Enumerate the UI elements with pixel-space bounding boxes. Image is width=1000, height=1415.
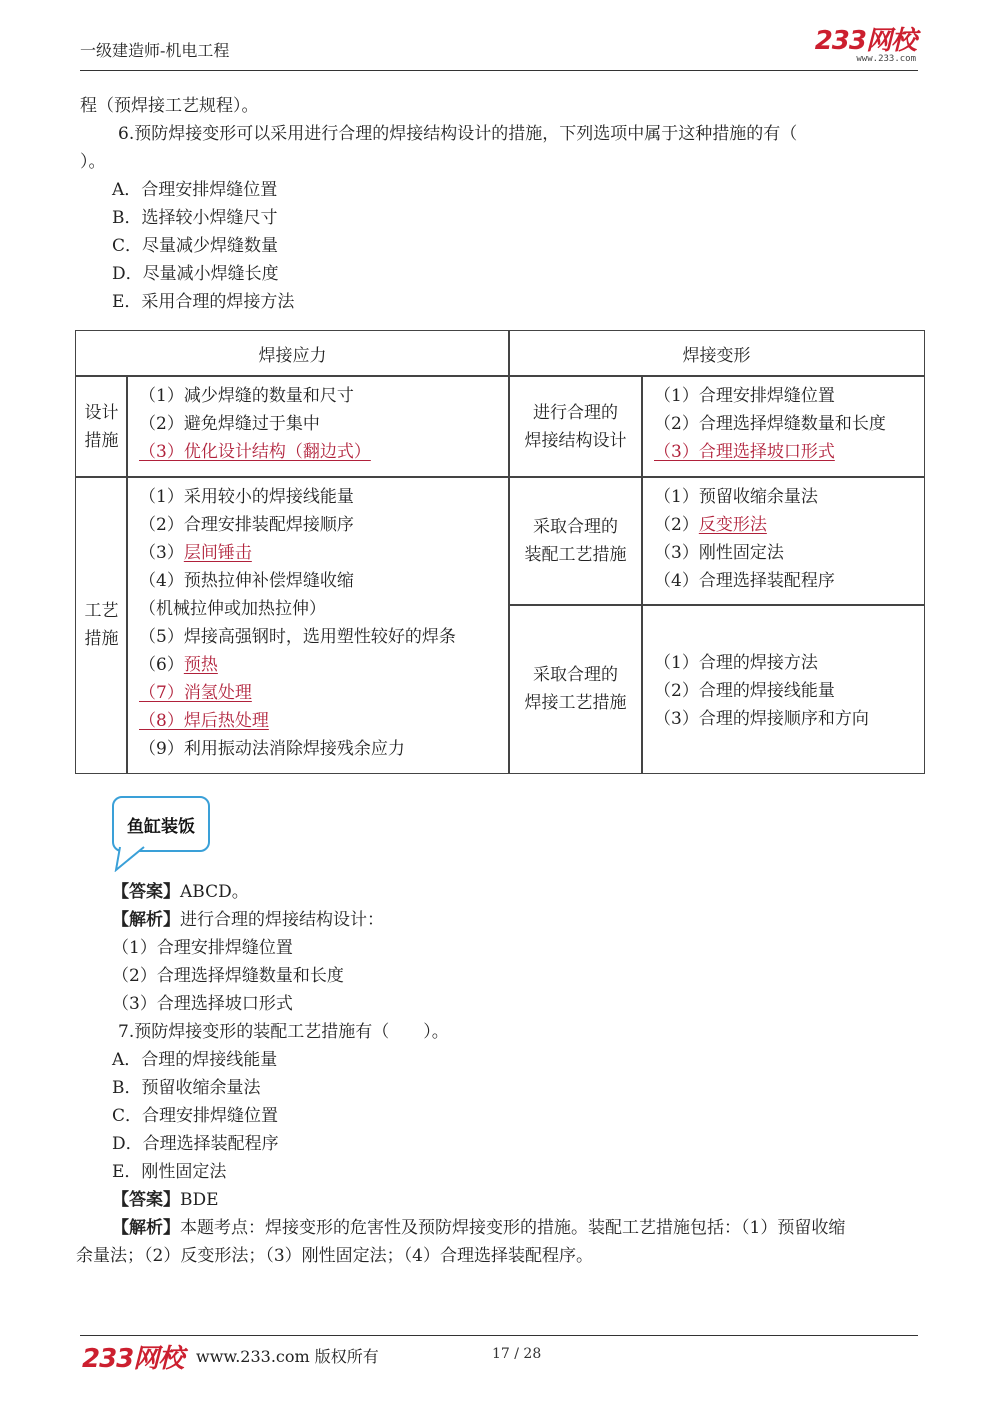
list-item: （9）利用振动法消除焊接残余应力: [139, 739, 405, 759]
answer-7: [112, 1186, 219, 1214]
item-highlight: 预热: [183, 655, 218, 675]
explanation-7: [112, 1214, 845, 1242]
item-prefix: （3）: [139, 543, 184, 563]
option-e: E．刚性固定法: [112, 1162, 227, 1182]
logo-url: www.233.com: [856, 54, 916, 64]
weld-mid-2: 焊接工艺措施: [524, 693, 627, 713]
list-item: （2）避免焊缝过于集中: [139, 414, 320, 434]
process-label-1: 工艺: [84, 601, 119, 621]
design-stress-cell: [126, 375, 510, 478]
question-6: 6.预防焊接变形可以采用进行合理的焊接结构设计的措施，下列选项中属于这种措施的有（: [118, 124, 798, 144]
speech-bubble: 鱼缸装饭: [112, 796, 210, 852]
explanation-item: （1）合理安排焊缝位置: [112, 938, 293, 958]
answer-tag: 【答案】: [112, 1190, 180, 1210]
brand-logo: [815, 28, 916, 64]
header-divider: [80, 70, 918, 71]
answer-6: [112, 878, 249, 906]
list-item-highlight: （3）优化设计结构（翻边式）: [139, 442, 371, 462]
header-deform: 焊接变形: [508, 330, 925, 377]
list-item: （2）合理的焊接线能量: [654, 681, 835, 701]
list-item: （4）预热拉伸补偿焊缝收缩: [139, 571, 354, 591]
option-a: A．合理安排焊缝位置: [112, 180, 278, 200]
option-c: C．尽量减少焊缝数量: [112, 236, 279, 256]
logo-text: 233网校: [814, 26, 916, 56]
explanation-tag: 【解析】: [112, 1218, 180, 1238]
design-deform-cell: [641, 375, 925, 478]
list-item: [139, 539, 509, 567]
page-number: 17 / 28: [492, 1346, 542, 1362]
header-title: 一级建造师-机电工程: [80, 41, 230, 60]
weld-mid-cell: [508, 604, 643, 774]
answer-7-value: BDE: [180, 1190, 219, 1210]
option-e: E．采用合理的焊接方法: [112, 292, 295, 312]
option-c: C．合理安排焊缝位置: [112, 1106, 279, 1126]
list-item-highlight: （7）消氢处理: [139, 683, 252, 703]
asm-mid-2: 装配工艺措施: [524, 545, 627, 565]
list-item: （5）焊接高强钢时，选用塑性较好的焊条: [139, 627, 456, 647]
weld-deform-cell: [641, 604, 925, 774]
item-prefix: （2）: [654, 515, 699, 535]
footer-divider: [80, 1335, 918, 1336]
item-highlight: 反变形法: [698, 515, 767, 535]
option-d: D．尽量减小焊缝长度: [112, 264, 279, 284]
list-item: （1）合理安排焊缝位置: [654, 386, 835, 406]
list-item: （2）合理选择焊缝数量和长度: [654, 414, 886, 434]
explanation-item: （2）合理选择焊缝数量和长度: [112, 966, 344, 986]
question-7: 7.预防焊接变形的装配工艺措施有（ ）。: [118, 1022, 449, 1042]
list-item: （1）采用较小的焊接线能量: [139, 487, 354, 507]
option-d: D．合理选择装配程序: [112, 1134, 279, 1154]
option-b: B．选择较小焊缝尺寸: [112, 208, 278, 228]
list-item: （2）合理安排装配焊接顺序: [139, 515, 354, 535]
header-stress: 焊接应力: [75, 330, 510, 377]
design-mid-1: 进行合理的: [533, 402, 618, 423]
row-label-design: [75, 375, 128, 478]
list-item: （1）预留收缩余量法: [654, 487, 818, 507]
explanation-7-text: 本题考点：焊接变形的危害性及预防焊接变形的措施。装配工艺措施包括：（1）预留收缩: [180, 1218, 846, 1238]
explanation-tag: 【解析】: [112, 910, 180, 930]
design-mid-cell: [508, 375, 643, 478]
text-line: 程（预焊接工艺规程）。: [80, 96, 259, 116]
list-item: （3）合理的焊接顺序和方向: [654, 709, 869, 729]
process-label-2: 措施: [84, 629, 119, 649]
design-label-2: 措施: [84, 430, 119, 451]
explanation-item: （3）合理选择坡口形式: [112, 994, 293, 1014]
list-item: （4）合理选择装配程序: [654, 571, 835, 591]
option-a: A．合理的焊接线能量: [112, 1050, 278, 1070]
item-highlight: 层间锤击: [183, 543, 252, 563]
list-item: [654, 511, 924, 539]
explanation-7-cont: 余量法；（2）反变形法；（3）刚性固定法；（4）合理选择装配程序。: [76, 1246, 593, 1266]
list-item: （1）减少焊缝的数量和尺寸: [139, 386, 354, 406]
process-stress-cell: [126, 476, 510, 774]
asm-deform-cell: [641, 476, 925, 606]
list-item: （机械拉伸或加热拉伸）: [139, 599, 326, 619]
question-6-tail: ）。: [80, 152, 106, 172]
answer-6-value: ABCD。: [180, 882, 249, 902]
design-mid-2: 焊接结构设计: [524, 430, 627, 451]
speech-bubble-tail-icon: [114, 846, 154, 872]
answer-tag: 【答案】: [112, 882, 180, 902]
row-label-process: [75, 476, 128, 774]
footer-copyright: www.233.com 版权所有: [196, 1347, 379, 1366]
option-b: B．预留收缩余量法: [112, 1078, 261, 1098]
list-item: （1）合理的焊接方法: [654, 653, 818, 673]
list-item: （3）刚性固定法: [654, 543, 784, 563]
asm-mid-cell: [508, 476, 643, 606]
asm-mid-1: 采取合理的: [533, 517, 618, 537]
explanation-6-text: 进行合理的焊接结构设计：: [180, 910, 384, 930]
item-prefix: （6）: [139, 655, 184, 675]
list-item-highlight: （3）合理选择坡口形式: [654, 442, 835, 462]
footer-logo: 233网校: [82, 1344, 184, 1374]
explanation-6: [112, 906, 384, 934]
design-label-1: 设计: [84, 402, 119, 423]
comparison-table: [75, 330, 925, 774]
weld-mid-1: 采取合理的: [533, 665, 618, 685]
list-item-highlight: （8）焊后热处理: [139, 711, 269, 731]
list-item: [139, 651, 509, 679]
